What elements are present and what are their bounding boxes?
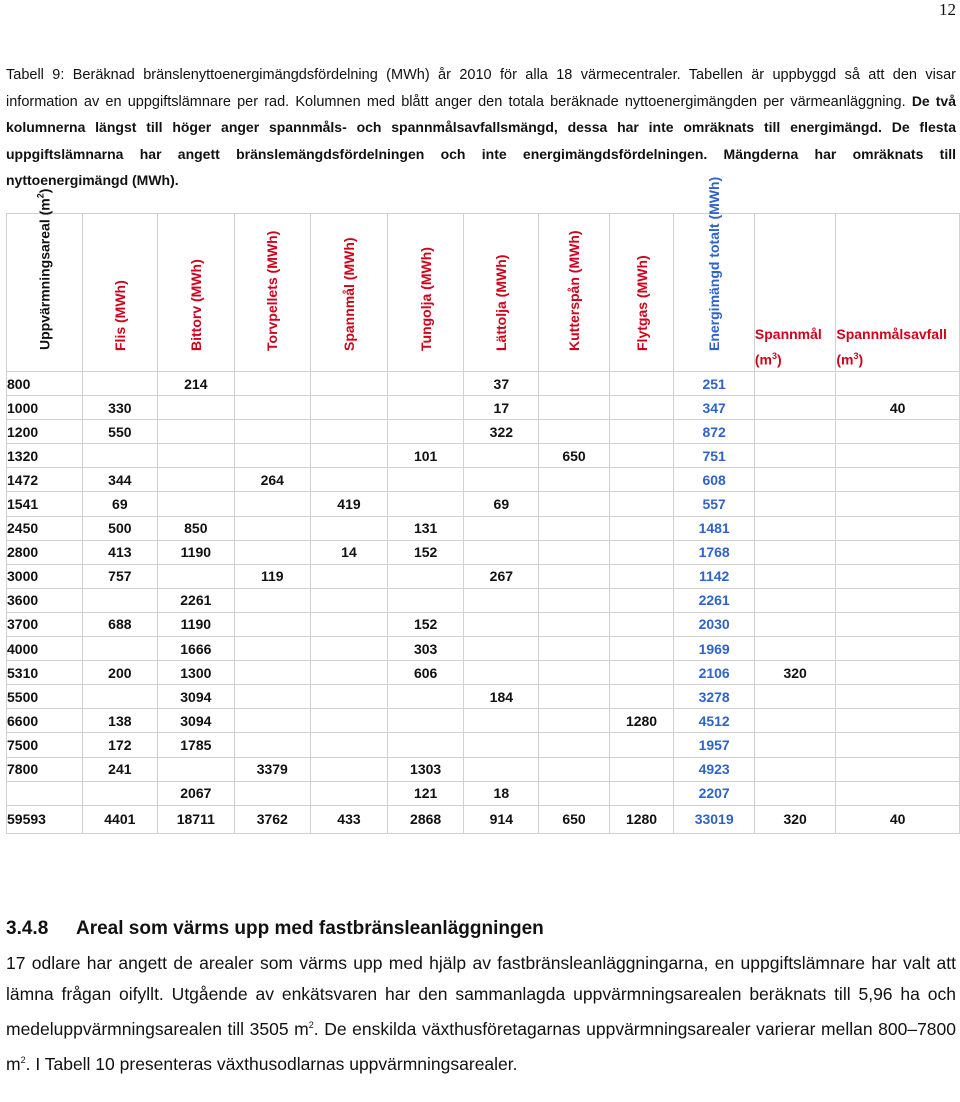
table-cell: 172 (82, 733, 157, 757)
table-cell (539, 733, 609, 757)
table-cell (836, 637, 960, 661)
table-cell (310, 685, 387, 709)
table-cell: 4923 (674, 757, 754, 781)
table-cell (539, 637, 609, 661)
table-cell: 267 (464, 564, 539, 588)
table-cell: 138 (82, 709, 157, 733)
table-cell (387, 733, 463, 757)
table-cell: 1320 (7, 444, 83, 468)
section-number: 3.4.8 (6, 918, 49, 939)
table-cell: 4512 (674, 709, 754, 733)
header-area: Uppvärmningsareal $(m^2)$ (7, 214, 83, 372)
table-cell (310, 564, 387, 588)
table-cell (836, 781, 960, 805)
table-row (7, 661, 960, 685)
table-cell (539, 709, 609, 733)
table-cell: 152 (387, 612, 463, 636)
total-cell: 3762 (234, 805, 310, 833)
table-cell: 200 (82, 661, 157, 685)
total-cell: 650 (539, 805, 609, 833)
table-cell: 322 (464, 420, 539, 444)
table-cell (234, 420, 310, 444)
table-cell (539, 661, 609, 685)
table-cell (464, 468, 539, 492)
table-cell: 2067 (158, 781, 235, 805)
table-cell (7, 781, 83, 805)
header-flytgas: Flytgas (MWh) (609, 214, 674, 372)
table-cell (539, 396, 609, 420)
table-cell (234, 372, 310, 396)
table-row (7, 468, 960, 492)
table-cell (82, 781, 157, 805)
table-row (7, 516, 960, 540)
table-cell (609, 685, 674, 709)
table-cell (609, 516, 674, 540)
table-cell (310, 588, 387, 612)
table-cell (609, 372, 674, 396)
table-cell: 330 (82, 396, 157, 420)
table-cell (387, 468, 463, 492)
table-cell (609, 733, 674, 757)
table-cell (464, 709, 539, 733)
total-cell: 33019 (674, 805, 754, 833)
table-cell (754, 420, 835, 444)
table-cell (609, 492, 674, 516)
table-cell (310, 733, 387, 757)
table-cell (464, 733, 539, 757)
table-cell (609, 564, 674, 588)
table-row (7, 564, 960, 588)
table-row (7, 492, 960, 516)
table-row (7, 396, 960, 420)
table-cell: 303 (387, 637, 463, 661)
table-cell (464, 516, 539, 540)
table-cell (754, 685, 835, 709)
table-cell: 2800 (7, 540, 83, 564)
table-cell (754, 516, 835, 540)
table-cell: 1190 (158, 540, 235, 564)
table-cell (539, 588, 609, 612)
table-cell: 1190 (158, 612, 235, 636)
table-cell (836, 468, 960, 492)
table-cell (609, 661, 674, 685)
table-cell: 2207 (674, 781, 754, 805)
table-cell (387, 492, 463, 516)
table-cell (609, 612, 674, 636)
table-row (7, 685, 960, 709)
table-cell (754, 757, 835, 781)
table-cell (609, 444, 674, 468)
table-cell: 5500 (7, 685, 83, 709)
table-cell (387, 685, 463, 709)
table-cell (158, 420, 235, 444)
table-cell (609, 757, 674, 781)
table-cell: 7800 (7, 757, 83, 781)
table-cell: 241 (82, 757, 157, 781)
table-cell (387, 372, 463, 396)
table-cell: 264 (234, 468, 310, 492)
table-cell: 1280 (609, 709, 674, 733)
table-cell (836, 444, 960, 468)
table-cell: 1957 (674, 733, 754, 757)
table-cell: 3000 (7, 564, 83, 588)
table-header-row (7, 214, 960, 372)
table-cell: 3278 (674, 685, 754, 709)
table-cell (82, 588, 157, 612)
table-cell (158, 564, 235, 588)
table-cell (310, 372, 387, 396)
table-cell: 69 (82, 492, 157, 516)
table-cell: 3700 (7, 612, 83, 636)
table-cell (158, 396, 235, 420)
table-cell (609, 588, 674, 612)
section-heading (6, 918, 544, 940)
table-cell: 2030 (674, 612, 754, 636)
table-cell (609, 540, 674, 564)
table-cell: 3094 (158, 709, 235, 733)
table-cell (836, 733, 960, 757)
table-row (7, 637, 960, 661)
table-cell (464, 637, 539, 661)
table-cell (310, 757, 387, 781)
table-cell (158, 757, 235, 781)
table-cell: 40 (836, 396, 960, 420)
table-cell (609, 637, 674, 661)
table-cell: 751 (674, 444, 754, 468)
table-cell: 1768 (674, 540, 754, 564)
table-cell: 4000 (7, 637, 83, 661)
table-cell (234, 492, 310, 516)
table-cell (609, 781, 674, 805)
table-cell (836, 564, 960, 588)
table-cell (836, 661, 960, 685)
header-kutterspan: Kutterspån (MWh) (539, 214, 609, 372)
table-cell: 1481 (674, 516, 754, 540)
table-cell: 2261 (674, 588, 754, 612)
table-cell (464, 444, 539, 468)
table-cell (82, 685, 157, 709)
total-cell: 40 (836, 805, 960, 833)
table-cell (539, 468, 609, 492)
table-cell (754, 468, 835, 492)
table-cell: 500 (82, 516, 157, 540)
table-cell: 17 (464, 396, 539, 420)
table-cell (754, 372, 835, 396)
table-cell: 1200 (7, 420, 83, 444)
table-row (7, 781, 960, 805)
table-cell: 320 (754, 661, 835, 685)
table-cell (310, 661, 387, 685)
table-cell (82, 372, 157, 396)
table-cell (310, 637, 387, 661)
table-cell (234, 540, 310, 564)
table-cell: 419 (310, 492, 387, 516)
total-cell: 1280 (609, 805, 674, 833)
table-cell: 550 (82, 420, 157, 444)
table-cell (234, 637, 310, 661)
total-cell: 18711 (158, 805, 235, 833)
table-cell (754, 612, 835, 636)
total-cell: 914 (464, 805, 539, 833)
table-cell (387, 709, 463, 733)
table-cell: 5310 (7, 661, 83, 685)
caption-part-2: De två kolumnerna längst till höger anger spannmåls- och spannmålsavfallsmängd, dessa har inte omräknats till energimängd. De flesta uppgiftslämnarna har angett bränslemängdsfördelningen och inte energimängdsfördelningen. Mängderna har omräknats till nyttoenergimängd (MWh). (6, 92, 956, 189)
table-cell (754, 733, 835, 757)
table-cell (754, 444, 835, 468)
table-row (7, 420, 960, 444)
table-cell: 3600 (7, 588, 83, 612)
table-row (7, 733, 960, 757)
table-cell: 1300 (158, 661, 235, 685)
table-cell (82, 637, 157, 661)
table-cell (234, 685, 310, 709)
table-cell (387, 588, 463, 612)
table-row (7, 709, 960, 733)
table-cell (539, 564, 609, 588)
table-cell (234, 733, 310, 757)
table-cell: 2450 (7, 516, 83, 540)
table-cell (754, 396, 835, 420)
table-cell: 606 (387, 661, 463, 685)
table-cell (754, 709, 835, 733)
table-cell: 121 (387, 781, 463, 805)
table-cell: 1142 (674, 564, 754, 588)
header-spannmal-m3: Spannmål $(m^3)$ (754, 214, 835, 372)
table-cell (387, 420, 463, 444)
table-cell (754, 781, 835, 805)
table-cell (754, 564, 835, 588)
table-cell (234, 612, 310, 636)
table-cell (539, 781, 609, 805)
table-row (7, 540, 960, 564)
table-cell (158, 468, 235, 492)
table-cell: 413 (82, 540, 157, 564)
table-total-row (7, 805, 960, 833)
table-cell: 214 (158, 372, 235, 396)
header-tungolja: Tungolja (MWh) (387, 214, 463, 372)
table-cell: 872 (674, 420, 754, 444)
table-cell: 1472 (7, 468, 83, 492)
table-cell (158, 492, 235, 516)
table-row (7, 588, 960, 612)
table-cell (539, 685, 609, 709)
table-cell (234, 588, 310, 612)
table-caption (6, 63, 956, 195)
body-paragraph: 17 odlare har angett de arealer som värms upp med hjälp av fastbränsleanläggningarna, en uppgiftslämnare har valt att lämna frågan oifyllt. Utgående av enkätsvaren har den sammanlagda uppvärmningsarealen beräknats till 5,96 ha och medeluppvärmningsarealen till 3505 $m^2$. De enskilda växthusföretagarnas uppvärmningsarealer varierar mellan 800–7800 $m^2$. I Tabell 10 presenteras växthusodlarnas uppvärmningsarealer. (6, 953, 957, 1074)
table-cell (234, 709, 310, 733)
table-cell: 3094 (158, 685, 235, 709)
table-row (7, 372, 960, 396)
table-cell (234, 396, 310, 420)
table-cell: 557 (674, 492, 754, 516)
caption-part-1: Tabell 9: Beräknad bränslenyttoenergimängdsfördelning (MWh) år 2010 för alla 18 värmecentraler. Tabellen är uppbyggd så att den visar information av en uppgiftslämnare per rad. Kolumnen med blått anger den totala beräknade nyttoenergimängden per värmeanläggning. (6, 67, 956, 110)
table-cell: 1969 (674, 637, 754, 661)
table-cell: 850 (158, 516, 235, 540)
header-spannmal-mwh: Spannmål (MWh) (310, 214, 387, 372)
table-cell (539, 492, 609, 516)
table-cell (310, 516, 387, 540)
table-cell: 119 (234, 564, 310, 588)
total-cell: 59593 (7, 805, 83, 833)
energy-table (6, 176, 960, 834)
table-cell (234, 516, 310, 540)
table-cell: 14 (310, 540, 387, 564)
header-flis: Flis (MWh) (82, 214, 157, 372)
table-cell (609, 396, 674, 420)
table-cell (310, 396, 387, 420)
table-cell (464, 661, 539, 685)
table-cell (539, 540, 609, 564)
table-cell (539, 612, 609, 636)
table-cell (387, 396, 463, 420)
table-cell (754, 540, 835, 564)
table-cell: 7500 (7, 733, 83, 757)
table-cell (836, 588, 960, 612)
table-cell (609, 420, 674, 444)
table-cell (836, 685, 960, 709)
table-cell (310, 709, 387, 733)
table-cell: 757 (82, 564, 157, 588)
table-cell (158, 444, 235, 468)
table-cell (464, 588, 539, 612)
table-cell: 347 (674, 396, 754, 420)
table-cell: 1785 (158, 733, 235, 757)
table-cell (234, 444, 310, 468)
table-cell: 688 (82, 612, 157, 636)
table-cell (836, 540, 960, 564)
table-cell (387, 564, 463, 588)
total-cell: 4401 (82, 805, 157, 833)
table-cell (836, 516, 960, 540)
table-cell (836, 420, 960, 444)
table-cell (464, 612, 539, 636)
table-cell: 2261 (158, 588, 235, 612)
table-cell: 800 (7, 372, 83, 396)
table-cell (310, 444, 387, 468)
header-torvpellets: Torvpellets (MWh) (234, 214, 310, 372)
header-bittorv: Bittorv (MWh) (158, 214, 235, 372)
table-row (7, 612, 960, 636)
table-cell (836, 612, 960, 636)
table-cell (82, 444, 157, 468)
table-cell: 37 (464, 372, 539, 396)
table-cell: 1303 (387, 757, 463, 781)
table-cell (464, 757, 539, 781)
table-cell: 608 (674, 468, 754, 492)
table-cell (234, 661, 310, 685)
table-row (7, 757, 960, 781)
table-cell (754, 588, 835, 612)
table-cell: 152 (387, 540, 463, 564)
table-cell (539, 757, 609, 781)
table-cell (234, 781, 310, 805)
table-cell (539, 420, 609, 444)
table-cell (836, 492, 960, 516)
table-cell: 1666 (158, 637, 235, 661)
page-number: 12 (939, 0, 956, 19)
table-cell (539, 516, 609, 540)
header-lattolja: Lättolja (MWh) (464, 214, 539, 372)
table-cell (836, 372, 960, 396)
table-cell: 1000 (7, 396, 83, 420)
table-cell: 101 (387, 444, 463, 468)
table-cell (836, 709, 960, 733)
table-cell: 184 (464, 685, 539, 709)
table-cell: 131 (387, 516, 463, 540)
table-cell: 650 (539, 444, 609, 468)
table-cell (464, 540, 539, 564)
table-row (7, 444, 960, 468)
table-cell: 1541 (7, 492, 83, 516)
header-spannmalsavfall-m3: Spannmålsavfall $(m^3)$ (836, 214, 960, 372)
table-cell (310, 420, 387, 444)
table-cell: 18 (464, 781, 539, 805)
table-cell: 69 (464, 492, 539, 516)
table-cell (609, 468, 674, 492)
table-cell: 6600 (7, 709, 83, 733)
total-cell: 2868 (387, 805, 463, 833)
table-cell (310, 612, 387, 636)
table-cell (836, 757, 960, 781)
section-title: Areal som värms upp med fastbränsleanläggningen (76, 918, 544, 939)
table-cell (539, 372, 609, 396)
table-cell: 3379 (234, 757, 310, 781)
table-cell (310, 781, 387, 805)
header-energi-totalt: Energimängd totalt (MWh) (674, 214, 754, 372)
table-cell: 2106 (674, 661, 754, 685)
total-cell: 320 (754, 805, 835, 833)
table-cell: 251 (674, 372, 754, 396)
table-cell (310, 468, 387, 492)
table-cell: 344 (82, 468, 157, 492)
table-cell (754, 637, 835, 661)
total-cell: 433 (310, 805, 387, 833)
table-cell (754, 492, 835, 516)
